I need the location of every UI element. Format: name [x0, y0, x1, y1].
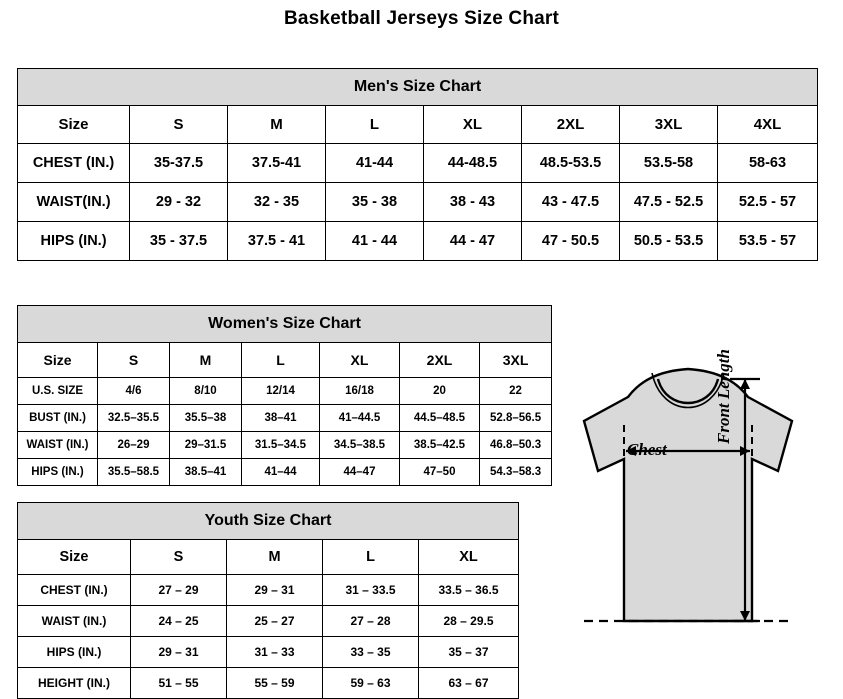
- table-header-row: [18, 540, 519, 575]
- table-cell: 35.5–38: [170, 405, 242, 432]
- table-cell: 47 - 50.5: [522, 222, 620, 261]
- table-cell: 48.5-53.5: [522, 144, 620, 183]
- column-header: 4XL: [718, 106, 818, 144]
- column-header: S: [98, 343, 170, 378]
- column-header: M: [228, 106, 326, 144]
- table-cell: 29 – 31: [227, 575, 323, 606]
- mens-size-chart: [17, 68, 818, 261]
- column-header: 2XL: [522, 106, 620, 144]
- table-cell: 41-44: [326, 144, 424, 183]
- table-cell: 46.8–50.3: [480, 432, 552, 459]
- table-row: [18, 183, 818, 222]
- table-row: [18, 378, 552, 405]
- table-cell: 35 – 37: [419, 637, 519, 668]
- jersey-illustration-svg: [540, 363, 835, 668]
- youth-size-chart: [17, 502, 519, 699]
- row-label: BUST (IN.): [18, 405, 98, 432]
- table-caption-row: [18, 306, 552, 343]
- table-cell: 52.8–56.5: [480, 405, 552, 432]
- front-length-label: Front Length: [714, 349, 733, 444]
- table-cell: 53.5 - 57: [718, 222, 818, 261]
- row-label: HIPS (IN.): [18, 637, 131, 668]
- table-cell: 4/6: [98, 378, 170, 405]
- table-cell: 41–44: [242, 459, 320, 486]
- table-cell: 31 – 33.5: [323, 575, 419, 606]
- column-header: L: [326, 106, 424, 144]
- youth-caption: Youth Size Chart: [18, 503, 519, 540]
- table-cell: 27 – 29: [131, 575, 227, 606]
- table-caption-row: [18, 69, 818, 106]
- table-cell: 35 - 37.5: [130, 222, 228, 261]
- row-label: WAIST (IN.): [18, 432, 98, 459]
- table-cell: 41 - 44: [326, 222, 424, 261]
- table-row: [18, 405, 552, 432]
- table-cell: 35 - 38: [326, 183, 424, 222]
- table-cell: 51 – 55: [131, 668, 227, 699]
- table-cell: 29 - 32: [130, 183, 228, 222]
- table-row: [18, 575, 519, 606]
- column-header: Size: [18, 343, 98, 378]
- table-cell: 38–41: [242, 405, 320, 432]
- table-cell: 54.3–58.3: [480, 459, 552, 486]
- table-row: [18, 222, 818, 261]
- column-header: XL: [424, 106, 522, 144]
- womens-caption: Women's Size Chart: [18, 306, 552, 343]
- mens-size-table: [17, 68, 818, 261]
- table-cell: 38.5–42.5: [400, 432, 480, 459]
- table-cell: 25 – 27: [227, 606, 323, 637]
- column-header: L: [242, 343, 320, 378]
- front-length-arrow-top: [740, 379, 750, 389]
- column-header: XL: [320, 343, 400, 378]
- table-cell: 35.5–58.5: [98, 459, 170, 486]
- table-cell: 44-48.5: [424, 144, 522, 183]
- youth-size-table: [17, 502, 519, 699]
- column-header: 2XL: [400, 343, 480, 378]
- column-header: 3XL: [480, 343, 552, 378]
- table-cell: 37.5 - 41: [228, 222, 326, 261]
- table-cell: 38.5–41: [170, 459, 242, 486]
- table-cell: 31 – 33: [227, 637, 323, 668]
- table-cell: 44–47: [320, 459, 400, 486]
- chest-label: Chest: [627, 440, 667, 459]
- column-header: L: [323, 540, 419, 575]
- column-header: S: [130, 106, 228, 144]
- column-header: Size: [18, 106, 130, 144]
- table-cell: 38 - 43: [424, 183, 522, 222]
- column-header: XL: [419, 540, 519, 575]
- table-row: [18, 432, 552, 459]
- page-title: Basketball Jerseys Size Chart: [283, 8, 560, 29]
- table-cell: 8/10: [170, 378, 242, 405]
- table-cell: 53.5-58: [620, 144, 718, 183]
- table-caption-row: [18, 503, 519, 540]
- table-cell: 29–31.5: [170, 432, 242, 459]
- table-row: [18, 668, 519, 699]
- table-cell: 47.5 - 52.5: [620, 183, 718, 222]
- table-row: [18, 637, 519, 668]
- womens-size-chart: [17, 305, 552, 486]
- table-cell: 37.5-41: [228, 144, 326, 183]
- table-cell: 32.5–35.5: [98, 405, 170, 432]
- table-cell: 20: [400, 378, 480, 405]
- column-header: 3XL: [620, 106, 718, 144]
- column-header: S: [131, 540, 227, 575]
- row-label: U.S. SIZE: [18, 378, 98, 405]
- row-label: WAIST(IN.): [18, 183, 130, 222]
- table-cell: 12/14: [242, 378, 320, 405]
- table-header-row: [18, 106, 818, 144]
- table-cell: 52.5 - 57: [718, 183, 818, 222]
- column-header: Size: [18, 540, 131, 575]
- mens-caption: Men's Size Chart: [18, 69, 818, 106]
- column-header: M: [227, 540, 323, 575]
- table-cell: 22: [480, 378, 552, 405]
- row-label: CHEST (IN.): [18, 575, 131, 606]
- table-row: [18, 459, 552, 486]
- table-row: [18, 606, 519, 637]
- table-cell: 50.5 - 53.5: [620, 222, 718, 261]
- table-cell: 59 – 63: [323, 668, 419, 699]
- row-label: WAIST (IN.): [18, 606, 131, 637]
- table-cell: 31.5–34.5: [242, 432, 320, 459]
- table-cell: 47–50: [400, 459, 480, 486]
- row-label: HIPS (IN.): [18, 222, 130, 261]
- table-row: [18, 144, 818, 183]
- table-cell: 43 - 47.5: [522, 183, 620, 222]
- row-label: HIPS (IN.): [18, 459, 98, 486]
- column-header: M: [170, 343, 242, 378]
- table-cell: 41–44.5: [320, 405, 400, 432]
- table-cell: 32 - 35: [228, 183, 326, 222]
- table-cell: 16/18: [320, 378, 400, 405]
- table-cell: 28 – 29.5: [419, 606, 519, 637]
- table-header-row: [18, 343, 552, 378]
- table-cell: 27 – 28: [323, 606, 419, 637]
- table-cell: 44 - 47: [424, 222, 522, 261]
- table-cell: 34.5–38.5: [320, 432, 400, 459]
- table-cell: 58-63: [718, 144, 818, 183]
- row-label: CHEST (IN.): [18, 144, 130, 183]
- table-cell: 29 – 31: [131, 637, 227, 668]
- row-label: HEIGHT (IN.): [18, 668, 131, 699]
- table-cell: 35-37.5: [130, 144, 228, 183]
- womens-size-table: [17, 305, 552, 486]
- table-cell: 33.5 – 36.5: [419, 575, 519, 606]
- table-cell: 55 – 59: [227, 668, 323, 699]
- jersey-measurement-diagram: [540, 363, 835, 668]
- table-cell: 33 – 35: [323, 637, 419, 668]
- table-cell: 44.5–48.5: [400, 405, 480, 432]
- table-cell: 63 – 67: [419, 668, 519, 699]
- table-cell: 24 – 25: [131, 606, 227, 637]
- table-cell: 26–29: [98, 432, 170, 459]
